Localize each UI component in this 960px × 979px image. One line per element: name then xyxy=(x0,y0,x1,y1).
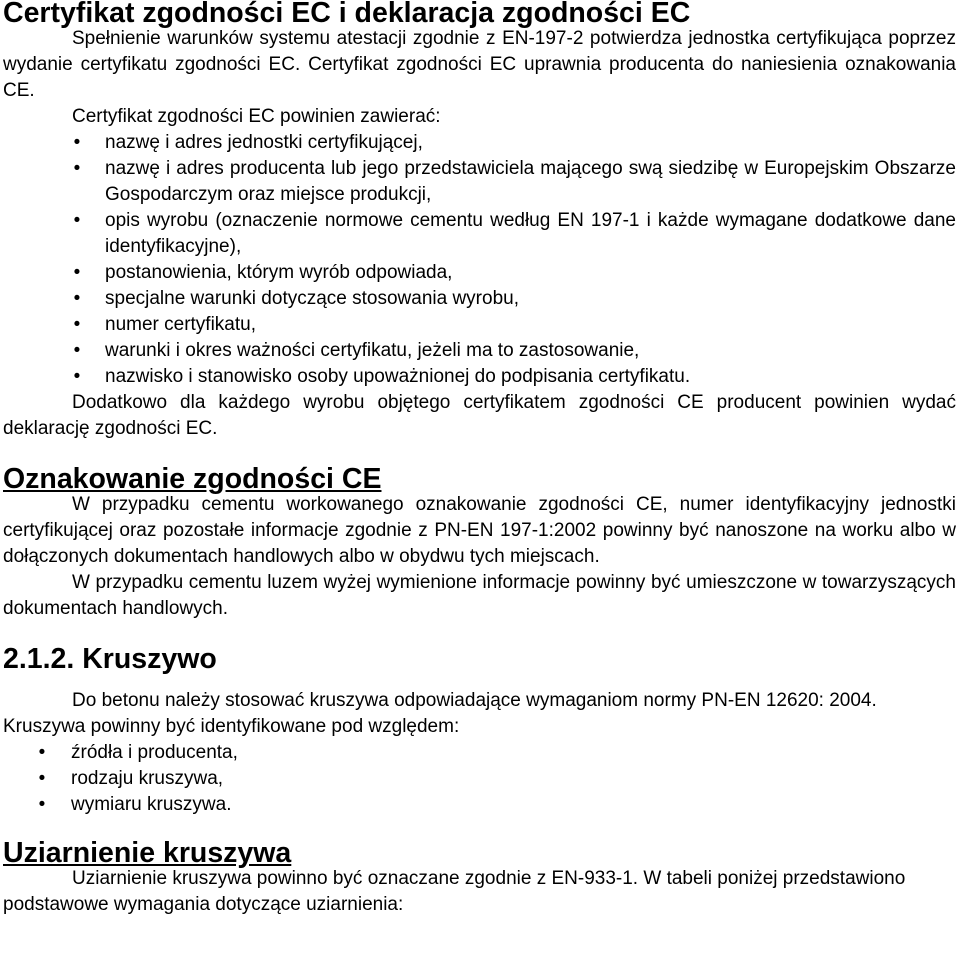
bullet-icon: • xyxy=(73,314,81,335)
list-item-text: wymiaru kruszywa. xyxy=(71,794,232,815)
list-item-text: nazwę i adres jednostki certyfikującej, xyxy=(105,132,423,153)
list-item xyxy=(3,260,956,286)
list-item-text: numer certyfikatu, xyxy=(105,314,256,335)
heading-certificate: Certyfikat zgodności EC i deklaracja zgodności EC xyxy=(3,0,691,29)
paragraph-grading-requirements: podstawowe wymagania dotyczące uziarnienia: xyxy=(3,894,404,915)
list-item xyxy=(3,766,956,792)
list-item xyxy=(3,338,956,364)
paragraph-bulk-cement: W przypadku cementu luzem wyżej wymienione informacje powinny być umieszczone w towarzyszących dokumentach handlowych. xyxy=(3,572,956,619)
bullet-icon: • xyxy=(73,288,81,309)
paragraph-declaration: Dodatkowo dla każdego wyrobu objętego certyfikatem zgodności CE producent powinien wydać deklarację zgodności EC. xyxy=(3,392,956,439)
aggregate-identification-list xyxy=(3,740,956,818)
bullet-icon: • xyxy=(38,742,46,763)
bullet-icon: • xyxy=(73,210,81,231)
list-item xyxy=(3,792,956,818)
list-item xyxy=(3,156,956,208)
list-item-text: specjalne warunki dotyczące stosowania wyrobu, xyxy=(105,288,519,309)
list-item xyxy=(3,130,956,156)
list-item xyxy=(3,208,956,260)
heading-aggregate: 2.1.2. Kruszywo xyxy=(3,643,217,675)
paragraph-cert-contents: Certyfikat zgodności EC powinien zawierać: xyxy=(72,106,441,127)
paragraph-cert-intro: Spełnienie warunków systemu atestacji zgodnie z EN-197-2 potwierdza jednostka certyfikująca poprzez wydanie certyfikatu zgodności EC. Certyfikat zgodności EC uprawnia producenta do naniesienia oznakowania CE. xyxy=(3,28,956,101)
list-item-text: nazwę i adres producenta lub jego przedstawiciela mającego swą siedzibę w Europejskim Obszarze Gospodarczym oraz miejsce produkcji, xyxy=(105,158,956,205)
list-item-text: nazwisko i stanowisko osoby upoważnionej do podpisania certyfikatu. xyxy=(105,366,691,387)
paragraph-bagged-cement: W przypadku cementu workowanego oznakowanie zgodności CE, numer identyfikacyjny jednostki certyfikującej oraz pozostałe informacje zgodnie z PN-EN 197-1:2002 powinny być nanoszone na worku albo w dołączonych dokumentach handlowych albo w obydwu tych miejscach. xyxy=(3,494,956,567)
list-item xyxy=(3,364,956,390)
list-item-text: rodzaju kruszywa, xyxy=(71,768,224,789)
list-item-text: warunki i okres ważności certyfikatu, jeżeli ma to zastosowanie, xyxy=(105,340,640,361)
heading-ce-marking: Oznakowanie zgodności CE xyxy=(3,463,382,495)
heading-grading: Uziarnienie kruszywa xyxy=(3,837,292,869)
bullet-icon: • xyxy=(73,132,81,153)
list-item xyxy=(3,740,956,766)
bullet-icon: • xyxy=(73,262,81,283)
list-item-text: źródła i producenta, xyxy=(71,742,238,763)
paragraph-aggregate-identification: Kruszywa powinny być identyfikowane pod względem: xyxy=(3,716,460,737)
list-item-text: opis wyrobu (oznaczenie normowe cementu według EN 197-1 i każde wymagane dodatkowe dane identyfikacyjne), xyxy=(105,210,956,257)
paragraph-grading: Uziarnienie kruszywa powinno być oznaczane zgodnie z EN-933-1. W tabeli poniżej przedstawiono xyxy=(72,868,906,889)
paragraph-aggregate-standard: Do betonu należy stosować kruszywa odpowiadające wymaganiom normy PN-EN 12620: 2004. xyxy=(72,690,877,711)
list-item xyxy=(3,286,956,312)
list-item-text: postanowienia, którym wyrób odpowiada, xyxy=(105,262,453,283)
cert-contents-list xyxy=(3,130,956,390)
bullet-icon: • xyxy=(73,340,81,361)
bullet-icon: • xyxy=(73,158,81,179)
bullet-icon: • xyxy=(38,768,46,789)
list-item xyxy=(3,312,956,338)
bullet-icon: • xyxy=(38,794,46,815)
bullet-icon: • xyxy=(73,366,81,387)
